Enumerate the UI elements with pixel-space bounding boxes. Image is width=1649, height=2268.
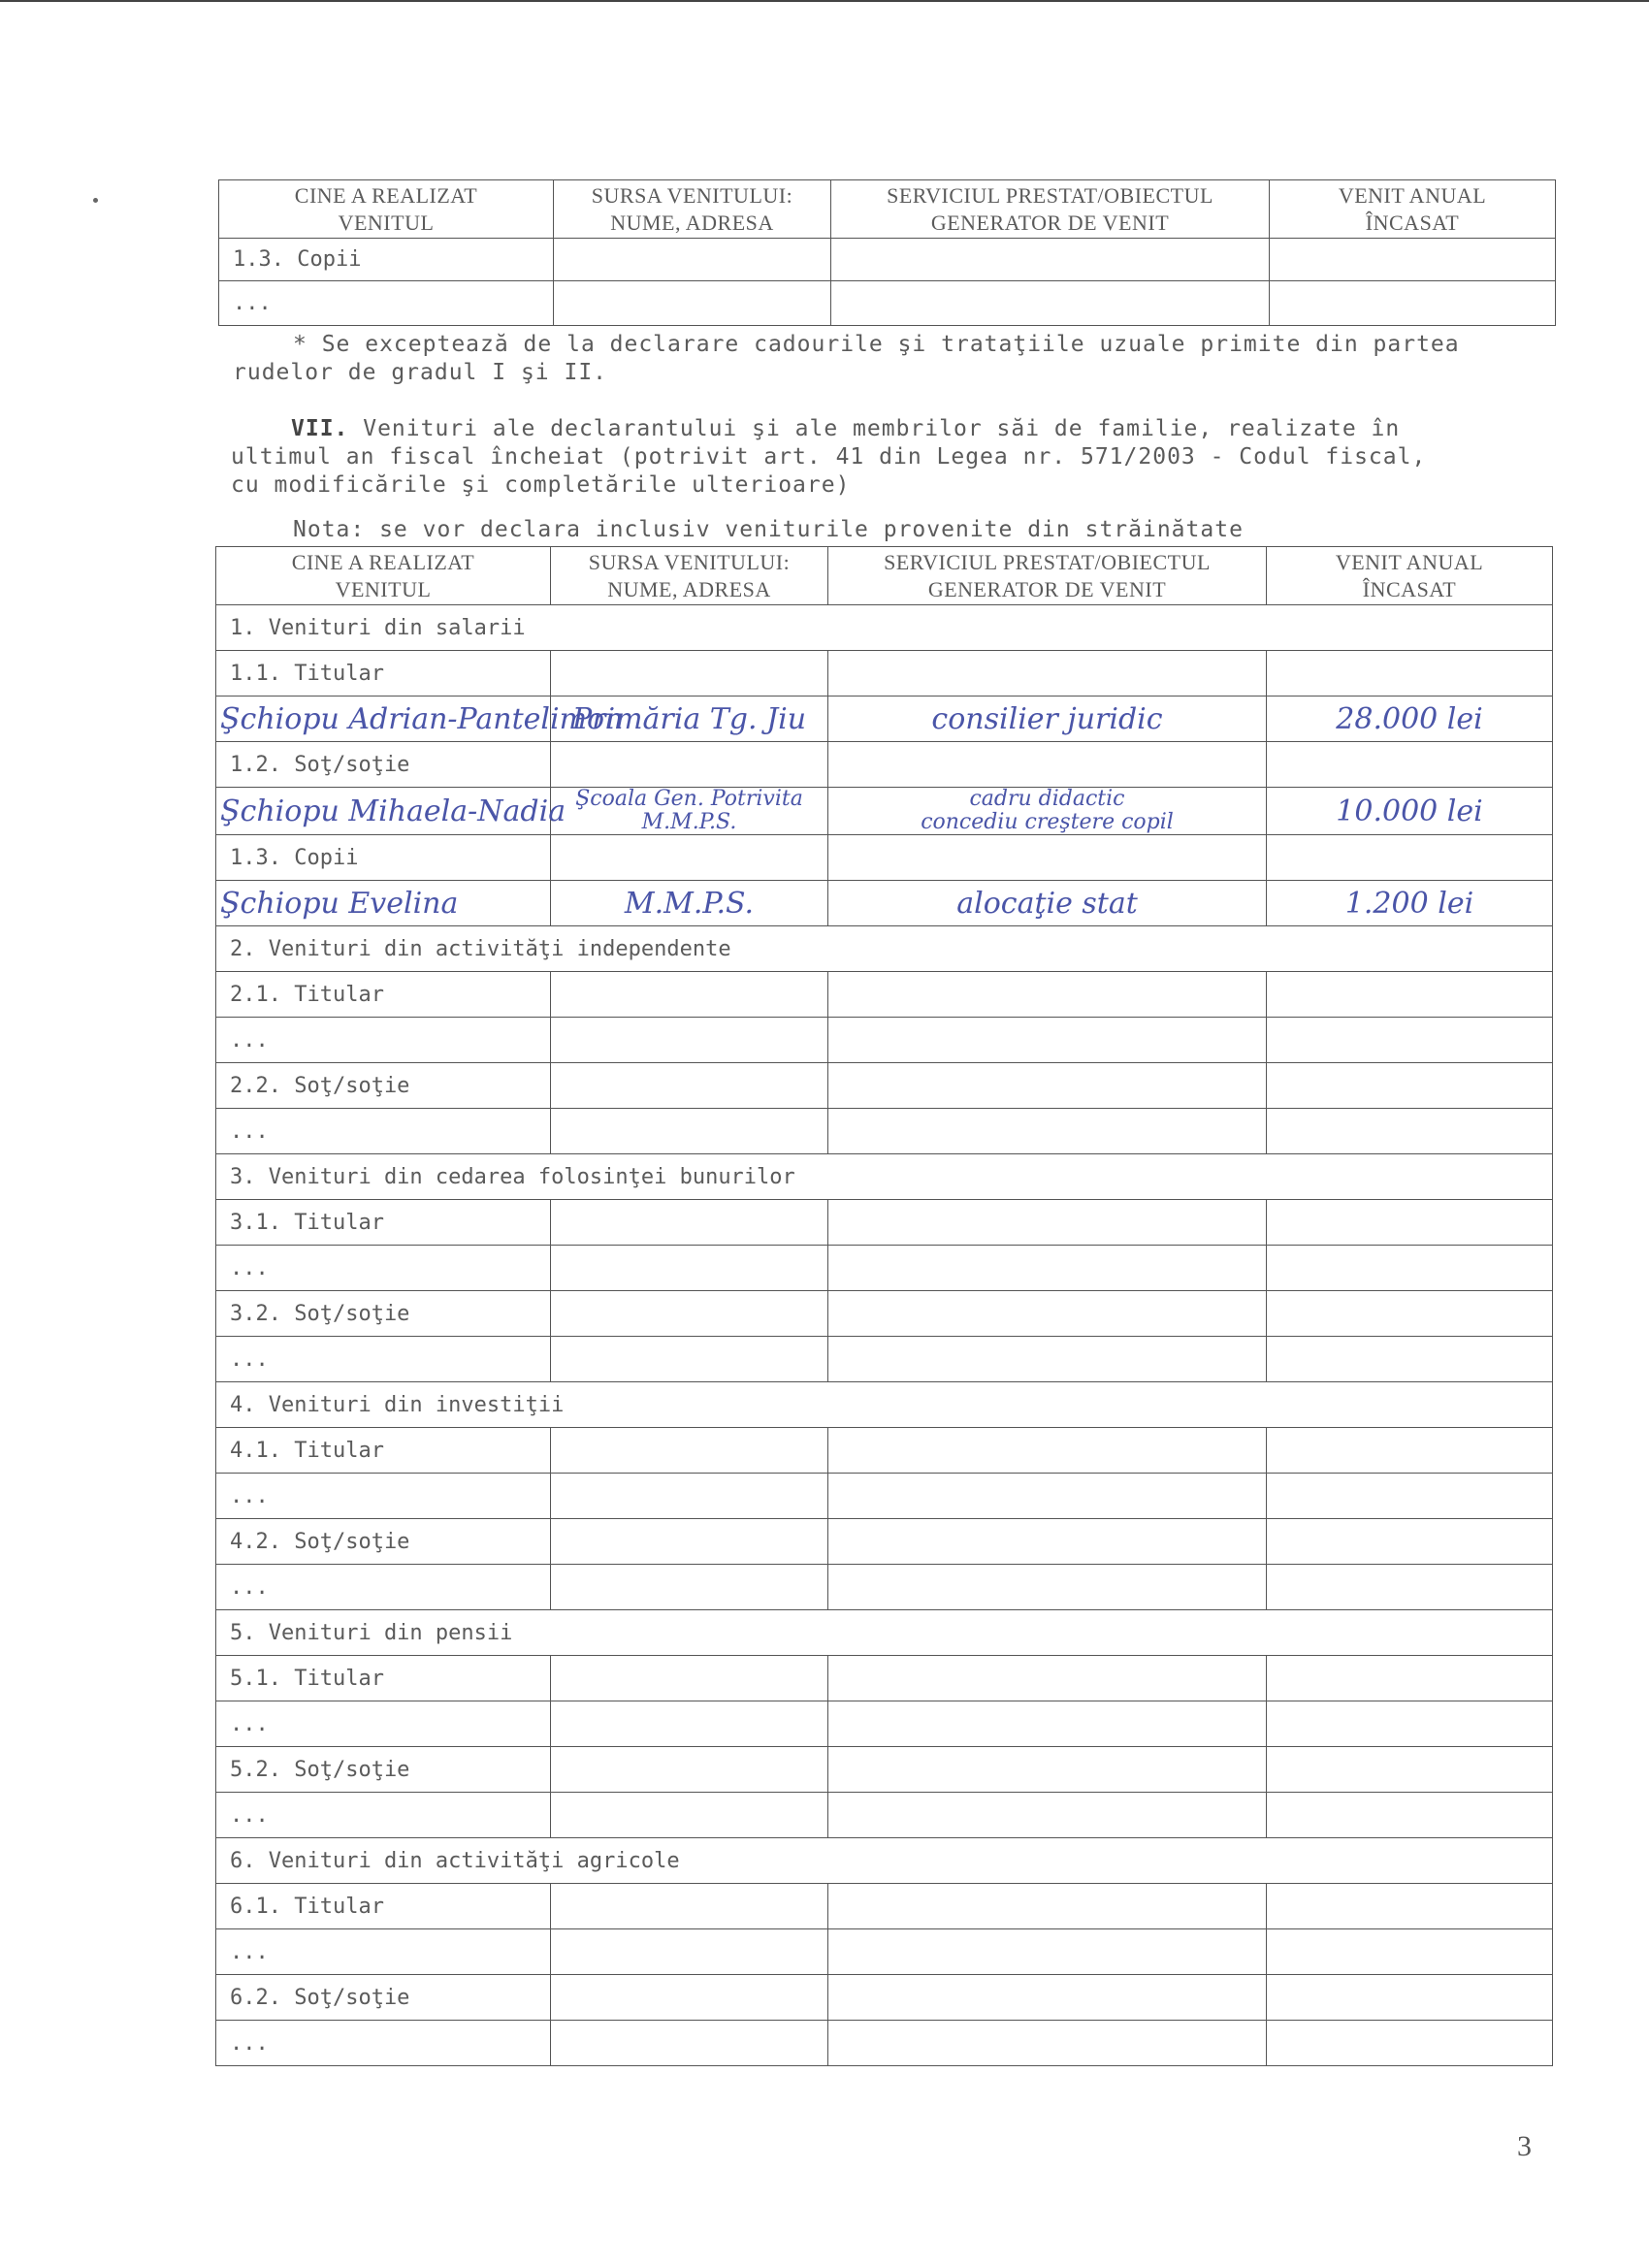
row-label: ...	[216, 1793, 551, 1838]
cell-sursa	[551, 1474, 828, 1519]
row-label: 4.1. Titular	[216, 1428, 551, 1474]
header-sursa: SURSA VENITULUI: NUME, ADRESA	[551, 547, 828, 605]
section-vii-title: VII. Venituri ale declarantului şi ale membrilor săi de familie, realizate în ultimul an fiscal încheiat (potrivit art. 41 din Legea nr. 571/2003 - Codul fiscal, cu modificările şi completările ulterioare)	[231, 416, 1427, 498]
cell-serviciu	[828, 1291, 1267, 1337]
table-row	[216, 1656, 1553, 1701]
footnote: * Se exceptează de la declarare cadourile şi trataţiile uzuale primite din partea rudelor de gradul I şi II.	[233, 332, 1460, 385]
table-row	[216, 1428, 1553, 1474]
table-row	[216, 1474, 1553, 1519]
handwritten-cine: Şchiopu Adrian-Pantelimon	[216, 697, 551, 742]
row-label: 1.1. Titular	[216, 651, 551, 697]
table-row	[216, 1610, 1553, 1656]
row-label: 4.2. Soţ/soţie	[216, 1519, 551, 1565]
cell-sursa	[551, 1291, 828, 1337]
cell-venit	[1267, 1246, 1553, 1291]
cell-venit	[1267, 1200, 1553, 1246]
table-row	[216, 1018, 1553, 1063]
table-row	[216, 926, 1553, 972]
table-header-row	[216, 547, 1553, 605]
cell-sursa	[551, 1701, 828, 1747]
cell-sursa	[551, 1884, 828, 1929]
table-row	[216, 1382, 1553, 1428]
handwritten-venit: 10.000 lei	[1267, 788, 1553, 835]
table-row	[216, 1565, 1553, 1610]
row-label: ...	[216, 1109, 551, 1154]
cell-sursa	[551, 1975, 828, 2021]
cell-serviciu	[828, 1747, 1267, 1793]
row-label: ...	[216, 1337, 551, 1382]
table-row	[216, 881, 1553, 926]
cell-serviciu	[828, 1246, 1267, 1291]
row-label: ...	[216, 1565, 551, 1610]
cell-venit	[1267, 1884, 1553, 1929]
cell-serviciu	[828, 1656, 1267, 1701]
cell-sursa	[551, 972, 828, 1018]
table-row	[216, 1747, 1553, 1793]
row-label: 1.2. Soţ/soţie	[216, 742, 551, 788]
section-heading: 4. Venituri din investiţii	[216, 1382, 1553, 1428]
cell-serviciu	[828, 651, 1267, 697]
handwritten-venit: 28.000 lei	[1267, 697, 1553, 742]
row-label: 2.2. Soţ/soţie	[216, 1063, 551, 1109]
cell-serviciu	[828, 1018, 1267, 1063]
cell-sursa	[551, 1337, 828, 1382]
section-heading: 3. Venituri din cedarea folosinţei bunurilor	[216, 1154, 1553, 1200]
cell-sursa	[551, 2021, 828, 2066]
row-label: ...	[216, 2021, 551, 2066]
cell-serviciu	[828, 1474, 1267, 1519]
handwritten-serviciu: alocaţie stat	[828, 881, 1267, 926]
section-heading: 5. Venituri din pensii	[216, 1610, 1553, 1656]
table-row	[219, 281, 1556, 326]
cell-serviciu	[828, 742, 1267, 788]
header-cine: CINE A REALIZAT VENITUL	[219, 180, 554, 239]
table-row	[216, 697, 1553, 742]
cell-sursa	[551, 1246, 828, 1291]
handwritten-serviciu: cadru didactic concediu creştere copil	[828, 788, 1267, 835]
header-venit: VENIT ANUAL ÎNCASAT	[1270, 180, 1556, 239]
cell-venit	[1267, 2021, 1553, 2066]
cell-venit	[1267, 742, 1553, 788]
handwritten-cine: Şchiopu Mihaela-Nadia	[216, 788, 551, 835]
handwritten-cine: Şchiopu Evelina	[216, 881, 551, 926]
cell-venit	[1267, 1519, 1553, 1565]
nota: Nota: se vor declara inclusiv veniturile provenite din străinătate	[293, 517, 1244, 542]
cell-serviciu	[828, 2021, 1267, 2066]
top-income-table	[218, 179, 1556, 326]
cell-venit	[1267, 1063, 1553, 1109]
row-label: 6.2. Soţ/soţie	[216, 1975, 551, 2021]
cell-sursa	[551, 1018, 828, 1063]
cell-serviciu	[828, 1337, 1267, 1382]
cell-serviciu	[828, 1929, 1267, 1975]
cell-sursa	[551, 1656, 828, 1701]
cell-serviciu	[828, 1063, 1267, 1109]
table-row	[216, 742, 1553, 788]
cell-sursa	[551, 742, 828, 788]
row-label: ...	[216, 1018, 551, 1063]
cell-serviciu	[828, 972, 1267, 1018]
cell-sursa	[551, 1747, 828, 1793]
row-label: ...	[216, 1701, 551, 1747]
page-number: 3	[1517, 2130, 1532, 2162]
table-row	[216, 1154, 1553, 1200]
row-label: 6.1. Titular	[216, 1884, 551, 1929]
cell-venit	[1267, 1337, 1553, 1382]
row-label: 3.2. Soţ/soţie	[216, 1291, 551, 1337]
row-label: ...	[216, 1246, 551, 1291]
row-label: ...	[219, 281, 554, 326]
header-serviciu: SERVICIUL PRESTAT/OBIECTUL GENERATOR DE VENIT	[828, 547, 1267, 605]
income-table-vii	[215, 546, 1553, 2066]
table-row	[216, 1063, 1553, 1109]
cell-sursa	[551, 1519, 828, 1565]
cell-serviciu	[828, 1565, 1267, 1610]
cell-sursa	[551, 651, 828, 697]
handwritten-sursa: Primăria Tg. Jiu	[551, 697, 828, 742]
cell-sursa	[551, 1109, 828, 1154]
cell-venit	[1267, 835, 1553, 881]
table-row	[216, 1246, 1553, 1291]
section-heading: 2. Venituri din activităţi independente	[216, 926, 1553, 972]
row-label: 5.2. Soţ/soţie	[216, 1747, 551, 1793]
cell-sursa	[551, 1200, 828, 1246]
table-row	[216, 1337, 1553, 1382]
cell-serviciu	[828, 1884, 1267, 1929]
row-label: 3.1. Titular	[216, 1200, 551, 1246]
handwritten-venit: 1.200 lei	[1267, 881, 1553, 926]
row-label: 1.3. Copii	[219, 239, 554, 281]
cell-venit	[1267, 1701, 1553, 1747]
cell-serviciu	[828, 835, 1267, 881]
cell-serviciu	[828, 1793, 1267, 1838]
cell-venit	[1267, 651, 1553, 697]
cell-serviciu	[828, 1701, 1267, 1747]
row-label: 1.3. Copii	[216, 835, 551, 881]
cell-serviciu	[828, 1109, 1267, 1154]
table-row	[216, 651, 1553, 697]
scan-speck	[93, 198, 98, 203]
table-row	[216, 1701, 1553, 1747]
table-row	[216, 1838, 1553, 1884]
cell-venit	[1267, 1656, 1553, 1701]
cell-sursa	[551, 1063, 828, 1109]
table-row	[216, 1519, 1553, 1565]
table-row	[219, 239, 1556, 281]
scan-top-edge	[0, 0, 1649, 2]
row-label: ...	[216, 1474, 551, 1519]
header-venit: VENIT ANUAL ÎNCASAT	[1267, 547, 1553, 605]
table-row	[216, 788, 1553, 835]
cell-serviciu	[828, 1975, 1267, 2021]
cell-sursa	[551, 1929, 828, 1975]
cell-venit	[1267, 1565, 1553, 1610]
row-label: ...	[216, 1929, 551, 1975]
row-label: 5.1. Titular	[216, 1656, 551, 1701]
cell-sursa	[551, 835, 828, 881]
cell-venit	[1267, 1018, 1553, 1063]
handwritten-sursa: Şcoala Gen. Potrivita M.M.P.S.	[551, 788, 828, 835]
handwritten-sursa: M.M.P.S.	[551, 881, 828, 926]
header-serviciu: SERVICIUL PRESTAT/OBIECTUL GENERATOR DE VENIT	[831, 180, 1270, 239]
table-row	[216, 835, 1553, 881]
cell-venit	[1267, 1975, 1553, 2021]
header-cine: CINE A REALIZAT VENITUL	[216, 547, 551, 605]
cell-venit	[1267, 1428, 1553, 1474]
cell-venit	[1267, 1291, 1553, 1337]
table-row	[216, 1793, 1553, 1838]
table-row	[216, 605, 1553, 651]
cell-sursa	[551, 1428, 828, 1474]
cell-venit	[1267, 1474, 1553, 1519]
cell-serviciu	[828, 1519, 1267, 1565]
cell-serviciu	[828, 1428, 1267, 1474]
table-row	[216, 1884, 1553, 1929]
cell-serviciu	[828, 1200, 1267, 1246]
cell-sursa	[551, 1793, 828, 1838]
table-row	[216, 1200, 1553, 1246]
cell-venit	[1267, 1929, 1553, 1975]
handwritten-serviciu: consilier juridic	[828, 697, 1267, 742]
section-heading: 6. Venituri din activităţi agricole	[216, 1838, 1553, 1884]
table-header-row	[219, 180, 1556, 239]
table-row	[216, 1975, 1553, 2021]
table-row	[216, 1291, 1553, 1337]
table-row	[216, 1929, 1553, 1975]
header-sursa: SURSA VENITULUI: NUME, ADRESA	[554, 180, 831, 239]
cell-venit	[1267, 1793, 1553, 1838]
cell-venit	[1267, 972, 1553, 1018]
cell-venit	[1267, 1747, 1553, 1793]
cell-venit	[1267, 1109, 1553, 1154]
cell-sursa	[551, 1565, 828, 1610]
section-heading: 1. Venituri din salarii	[216, 605, 1553, 651]
table-row	[216, 972, 1553, 1018]
row-label: 2.1. Titular	[216, 972, 551, 1018]
table-row	[216, 1109, 1553, 1154]
table-row	[216, 2021, 1553, 2066]
